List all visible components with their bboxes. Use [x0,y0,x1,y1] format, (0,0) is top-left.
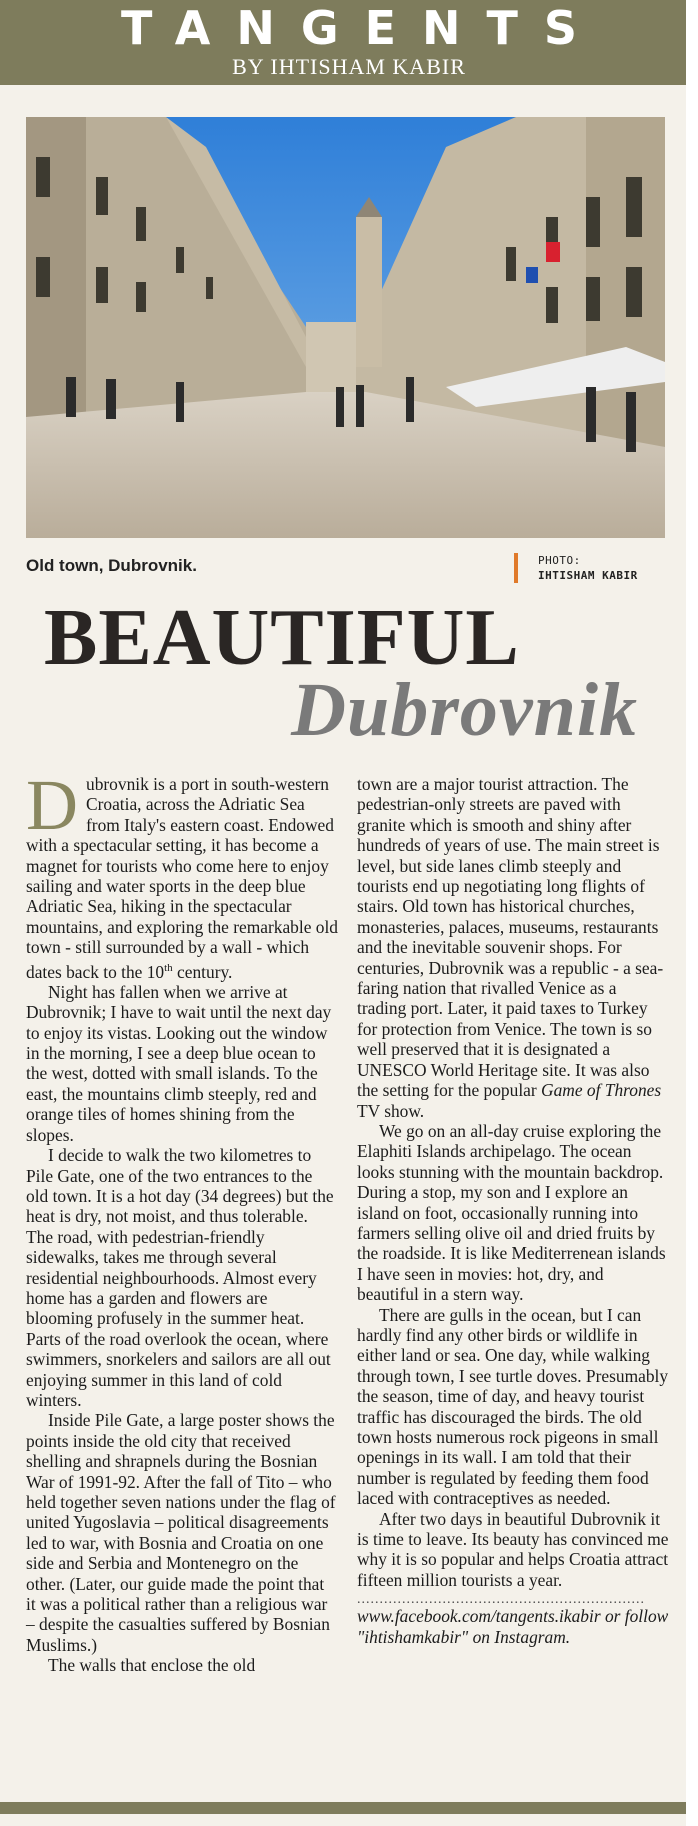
photo-caption: Old town, Dubrovnik. [26,556,197,575]
masthead [0,0,698,85]
paragraph: town are a major tourist attraction. The pedestrian-only streets are paved with granite which is smooth and shiny after hundreds of years of use. The main street is level, but side lanes climb steeply and tourists end up negotiating long flights of stairs. Old town has historical churches, monasteries, palaces, museums, restaurants and the inevitable souvenir shops. For centuries, Dubrovnik was a republic - a sea-faring nation that rivalled Venice as a trading port. Later, it paid taxes to Turkey for protection from Venice. The town is so well preserved that it is designated a UNESCO World Heritage site. It was also the setting for the popular Game of Thrones TV show. [357,774,664,1121]
credit-name: IHTISHAM KABIR [538,569,638,582]
paragraph: Night has fallen when we arrive at Dubrovnik; I have to wait until the next day to enjoy its vistas. Looking out the window in the morning, I see a deep blue ocean to the west, dotted with small islands. To the east, the mountains climb steeply, red and orange tiles of homes shining from the slopes. [26,981,332,1145]
photo-credit [538,553,638,583]
street-scene-image [26,117,665,538]
paragraph: I decide to walk the two kilometres to Pile Gate, one of the two entrances to the old town. It is a hot day (34 degrees) but the heat is dry, not moist, and thus tolerable. The road, with pedestrian-friendly sidewalks, takes me through several residential neighbourhoods. Almost every home has a garden and flowers are blooming profusely in the summer heat. Parts of the road overlook the ocean, where swimmers, snorkelers and sailors are all out enjoying summer in this land of cold winters. [26,1145,334,1410]
bottom-rule [0,1802,698,1814]
article-column-right [357,774,669,1647]
headline: BEAUTIFUL [44,594,520,682]
social-footer: www.facebook.com/tangents.ikabir or follow "ihtishamkabir" on Instagram. [357,1606,669,1647]
street-photo [26,117,665,538]
drop-cap: D [26,765,78,845]
page-edge [686,0,698,1826]
byline: BY IHTISHAM KABIR [232,54,466,79]
column-title: TANGENTS [120,1,604,55]
paragraph: We go on an all-day cruise exploring the Elaphiti Islands archipelago. The ocean looks stunning with the mountain backdrop. During a stop, my son and I explore an island on foot, occasionally running into farmers selling olive oil and dried fruits by the roadside. It is like Mediterrenean islands I have seen in movies: hot, dry, and beautiful in a stern way. [357,1120,666,1305]
paragraph: The walls that enclose the old [48,1655,256,1676]
dotted-divider: ................................................................ [357,1594,645,1607]
paragraph: Dubrovnik is a port in south-western Croatia, across the Adriatic Sea from Italy's eastern coast. Endowed with a spectacular setting, it has become a magnet for tourists who come here to enjoy sailing and water sports in the deep blue Adriatic Sea, hiking in the spectacular mountains, and exploring the remarkable old town - still surrounded by a wall - which dates back to the 10th century. [26,765,338,982]
credit-accent-bar [514,553,518,583]
article-column-left [26,765,338,1676]
paragraph: Inside Pile Gate, a large poster shows the points inside the old city that received shelling and shrapnels during the Bosnian War of 1991-92. After the fall of Tito – who held together seven nations under the flag of united Yugoslavia – political disagreements led to war, with Bosnia and Croatia on one side and Serbia and Montenegro on the other. (Later, our guide made the point that it was a political rather than a religious war – despite the casualties suffered by Bosnian Muslims.) [26,1410,336,1655]
paragraph: There are gulls in the ocean, but I can hardly find any other birds or wildlife in either land or sea. One day, while walking through town, I see turtle doves. Presumably the season, time of day, and heavy tourist traffic has discouraged the birds. The old town hosts numerous rock pigeons in small openings in its wall. I am told that their number is regulated by feeding them food laced with contraceptives as needed. [357,1304,669,1509]
subheadline: Dubrovnik [291,668,638,752]
paragraph: After two days in beautiful Dubrovnik it is time to leave. Its beauty has convinced me why it is so popular and helps Croatia attract fifteen million tourists a year. [357,1508,669,1590]
credit-label: PHOTO: [538,554,581,567]
